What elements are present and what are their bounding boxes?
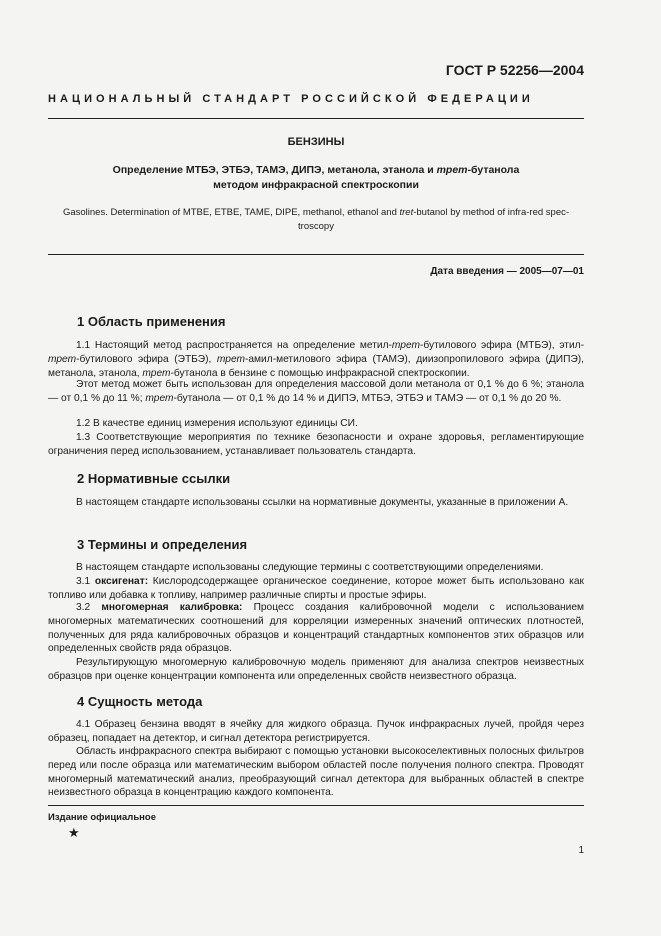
- document-subtitle: [48, 163, 584, 193]
- document-title: БЕНЗИНЫ: [287, 136, 345, 148]
- subtitle-text: -бутанола: [467, 164, 520, 176]
- paragraph-1-2: 1.2 В качестве единиц измерения используют единицы СИ.: [76, 418, 358, 429]
- term-oxygenate: оксигенат:: [94, 576, 149, 587]
- paragraph-3-3: Результирующую многомерную калибровочную модель применяют для анализа спектров неизвестных образцов при оценке концентрации компонента или определенных свойств неизвестного образца.: [48, 657, 584, 682]
- paragraph-3-1: 3.1 оксигенат: Кислородсодержащее органическое соединение, которое может быть использовано как топливо или добавка к топливу, например различные спирты и простые эфиры.: [48, 576, 584, 601]
- subtitle-line-2: методом инфракрасной спектроскопии: [213, 179, 419, 191]
- official-edition-label: Издание официальное: [48, 812, 156, 823]
- english-title-text: Gasolines. Determination of MTBE, ETBE, TAME, DIPE, methanol, ethanol and: [62, 207, 400, 218]
- english-title-italic: tret: [399, 207, 414, 218]
- paragraph-4-1: 4.1 Образец бензина вводят в ячейку для жидкого образца. Пучок инфракрасных лучей, пройдя через образец, попадает на детектор, и сигнал детектора регистрируется.: [48, 719, 584, 744]
- paragraph-1-3: 1.3 Соответствующие мероприятия по технике безопасности и охране здоровья, регламентирующие ограничения перед использованием, устанавливает пользователь стандарта.: [48, 432, 584, 457]
- paragraph-4-2: Область инфракрасного спектра выбирают с помощью установки высокоселективных полосных фильтров перед или после образца или математическим выбором областей после получения полного спектра. Проводят многомерный математический анализ, преобразующий сигнал детектора для выбранных областей в спектре неизвестного образца в концентрацию каждого компонента.: [48, 746, 584, 799]
- english-title-text: -butanol by method of infra-red spec-troscopy: [298, 207, 570, 232]
- introduction-date: Дата введения — 2005—07—01: [430, 266, 584, 277]
- english-title: [48, 206, 584, 233]
- paragraph-3-intro: В настоящем стандарте использованы следующие термины с соответствующими определениями.: [76, 562, 544, 573]
- section-1-heading: 1 Область применения: [77, 314, 226, 329]
- star-icon: ★: [68, 825, 80, 840]
- header-rule: [48, 118, 584, 119]
- paragraph-1-1: 1.1 Настоящий метод распространяется на определение метил-трет-бутилового эфира (МТБЭ), этил-трет-бутилового эфира (ЭТБЭ), трет-амил-метилового эфира (ТАМЭ), диизопропилового эфира (ДИПЭ), метанола, этанола, трет-бутанола в бензине с помощью инфракрасной спектроскопии.: [48, 340, 584, 379]
- national-standard-banner: НАЦИОНАЛЬНЫЙ СТАНДАРТ РОССИЙСКОЙ ФЕДЕРАЦИИ: [48, 93, 534, 105]
- page-number: 1: [578, 845, 584, 856]
- gost-number: ГОСТ Р 52256—2004: [445, 62, 584, 78]
- paragraph-2-1: В настоящем стандарте использованы ссылки на нормативные документы, указанные в приложении А.: [76, 497, 569, 508]
- footer-rule: [48, 805, 584, 806]
- paragraph-1-1-b: Этот метод может быть использован для определения массовой доли метанола от 0,1 % до 6 %; этанола — от 0,1 % до 11 %; трет-бутанола — от 0,1 % до 14 % и ДИПЭ, МТБЭ, ЭТБЭ и ТАМЭ — от 0,1 % до 20 %.: [48, 379, 584, 404]
- subtitle-italic: трет: [436, 164, 468, 176]
- section-3-heading: 3 Термины и определения: [77, 537, 248, 552]
- section-2-heading: 2 Нормативные ссылки: [77, 471, 231, 486]
- section-4-heading: 4 Сущность метода: [77, 694, 203, 709]
- title-rule: [48, 254, 584, 255]
- term-multivariate-calibration: многомерная калибровка:: [101, 602, 243, 613]
- subtitle-text: Определение МТБЭ, ЭТБЭ, ТАМЭ, ДИПЭ, метанола, этанола и: [112, 164, 437, 176]
- paragraph-3-2: 3.2 многомерная калибровка: Процесс создания калибровочной модели с использованием многомерных математических соотношений для корреляции измеренных значений оптических плотностей, полученных для ряда калибровочных образцов и концентраций стандартных компонентов этих образцов или определенных свойств ряда образцов.: [48, 602, 584, 655]
